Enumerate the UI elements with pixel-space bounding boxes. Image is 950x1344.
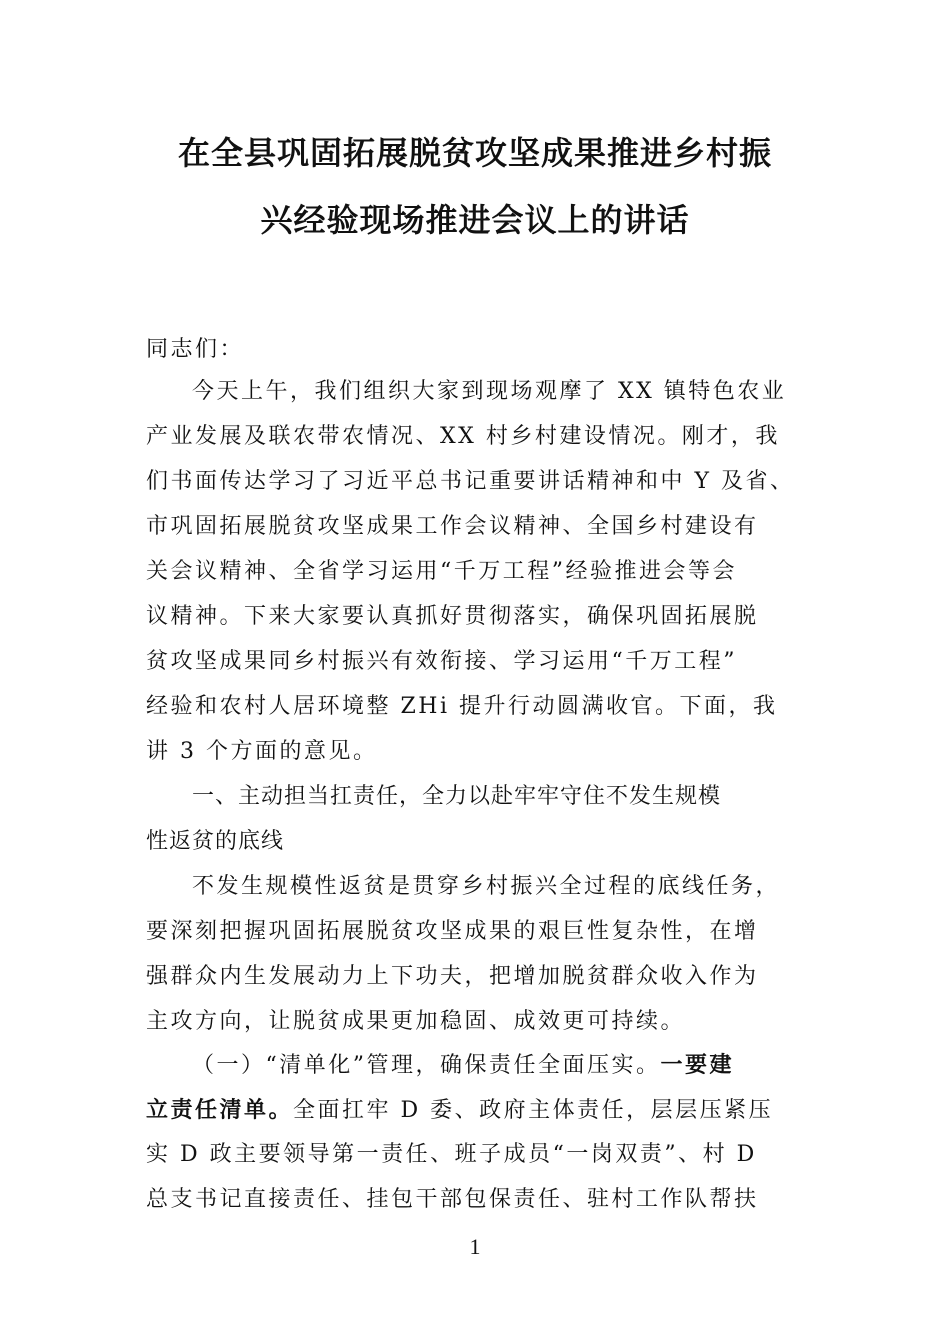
document-title-line-1: 在全县巩固拓展脱贫攻坚成果推进乡村振	[177, 134, 772, 172]
intro-line: 们书面传达学习了习近平总书记重要讲话精神和中 Y 及省、	[146, 469, 795, 494]
section-body-line: 不发生规模性返贫是贯穿乡村振兴全过程的底线任务，	[192, 874, 781, 899]
document-title-line-2: 兴经验现场推进会议上的讲话	[260, 201, 690, 239]
intro-line: 贫攻坚成果同乡村振兴有效衔接、学习运用“千万工程”	[146, 649, 737, 674]
subsection-heading-text: （一）“清单化”管理，确保责任全面压实。	[192, 1053, 661, 1078]
section-body-line: 主攻方向，让脱贫成果更加稳固、成效更可持续。	[146, 1009, 686, 1034]
page-number: 1	[469, 1234, 481, 1259]
intro-line: 经验和农村人居环境整 ZHi 提升行动圆满收官。下面，我	[146, 694, 778, 719]
section-body-line: 强群众内生发展动力上下功夫，把增加脱贫群众收入作为	[146, 964, 759, 989]
intro-line: 讲 3 个方面的意见。	[146, 739, 378, 764]
subsection-line	[146, 1096, 773, 1125]
subsection-body-line: 实 D 政主要领导第一责任、班子成员“一岗双责”、村 D	[146, 1142, 757, 1167]
intro-line: 关会议精神、全省学习运用“千万工程”经验推进会等会	[146, 559, 737, 584]
subsection-line	[192, 1051, 734, 1080]
section-heading-line: 一、主动担当扛责任，全力以赴牢牢守住不发生规模	[192, 784, 722, 809]
subsection-body-line: 总支书记直接责任、挂包干部包保责任、驻村工作队帮扶	[146, 1187, 759, 1212]
section-body-line: 要深刻把握巩固拓展脱贫攻坚成果的艰巨性复杂性，在增	[146, 919, 759, 944]
intro-line: 产业发展及联农带农情况、XX 村乡村建设情况。刚才，我	[146, 424, 780, 449]
intro-line: 议精神。下来大家要认真抓好贯彻落实，确保巩固拓展脱	[146, 604, 759, 629]
section-heading-line: 性返贫的底线	[146, 829, 285, 854]
subsection-emphasis-text: 立责任清单。	[146, 1097, 294, 1123]
intro-line: 市巩固拓展脱贫攻坚成果工作会议精神、全国乡村建设有	[146, 514, 759, 539]
subsection-emphasis-text: 一要建	[660, 1052, 735, 1078]
subsection-body-text: 全面扛牢 D 委、政府主体责任，层层压紧压	[293, 1098, 774, 1123]
intro-line: 今天上午，我们组织大家到现场观摩了 XX 镇特色农业	[192, 379, 787, 404]
salutation: 同志们：	[146, 337, 245, 362]
